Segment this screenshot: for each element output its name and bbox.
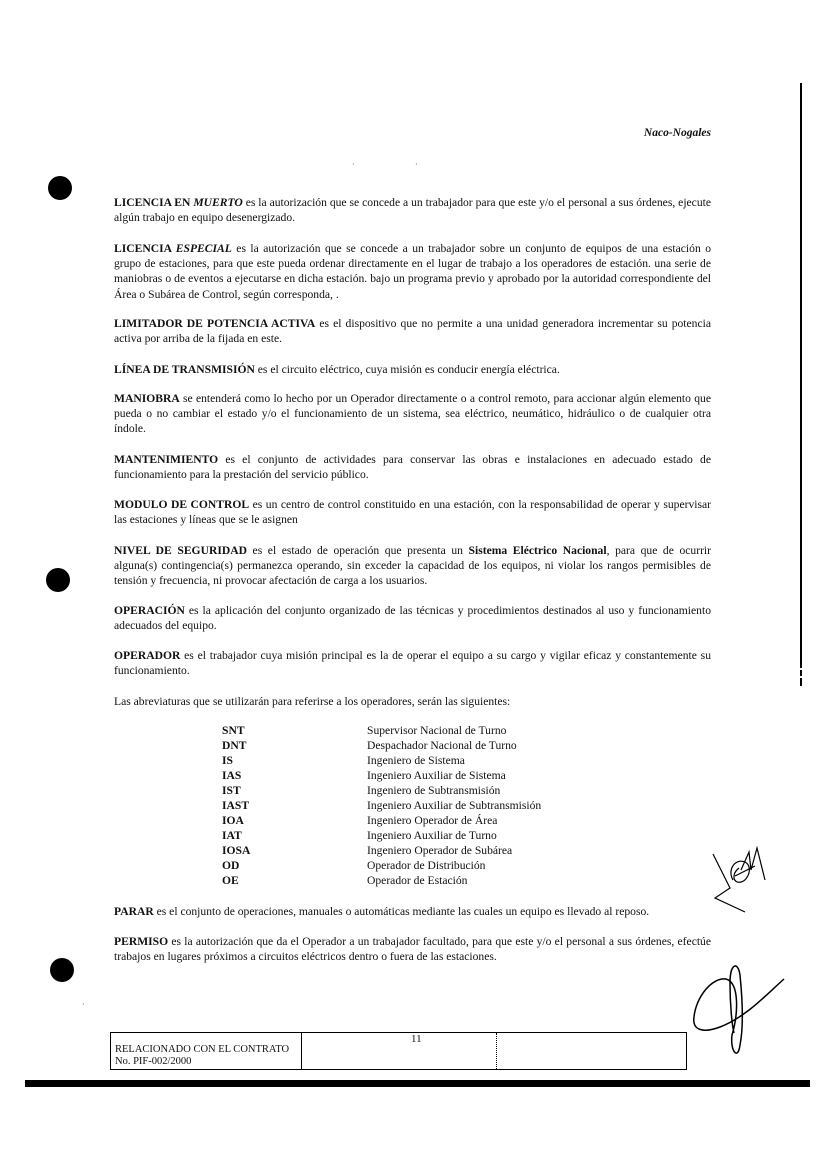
signature-main	[686, 955, 796, 1065]
definition-term: NIVEL DE SEGURIDAD	[114, 544, 247, 557]
page-number: 11	[411, 1033, 422, 1045]
abbreviations-intro: Las abreviaturas que se utilizarán para referirse a los operadores, serán las siguientes:	[114, 695, 511, 708]
definition-term: LÍNEA DE TRANSMISIÓN	[114, 363, 255, 376]
definition-mantenimiento	[114, 452, 711, 482]
definition-parar	[114, 904, 711, 919]
punch-hole-icon	[50, 958, 74, 982]
abbreviation-desc: Ingeniero Operador de Área	[367, 814, 498, 827]
abbreviation-desc: Ingeniero Operador de Subárea	[367, 844, 513, 857]
footer-contract-line1: RELACIONADO CON EL CONTRATO	[115, 1044, 290, 1055]
abbreviation-code: IAS	[222, 769, 242, 782]
abbreviation-desc: Ingeniero de Subtransmisión	[367, 784, 501, 797]
abbreviation-code: IAST	[222, 799, 250, 812]
abbreviation-code: IOSA	[222, 844, 251, 857]
abbreviation-code: IS	[222, 754, 233, 767]
abbreviation-desc: Ingeniero Auxiliar de Turno	[367, 829, 497, 842]
punch-hole-icon	[48, 176, 72, 200]
definition-licencia-en-muerto	[114, 195, 711, 225]
definition-text: es el conjunto de operaciones, manuales o automáticas mediante las cuales un equipo es llevado al reposo.	[153, 905, 650, 918]
definition-inline-bold: Sistema Eléctrico Nacional	[468, 544, 607, 557]
definition-term: OPERACIÓN	[114, 604, 185, 617]
signature-initials	[705, 840, 775, 920]
definition-licencia-especial	[114, 241, 711, 302]
margin-line-fragment	[800, 670, 802, 676]
definition-text: es la autorización que da el Operador a un trabajador facultado, para que este y/o el personal a sus órdenes, efectúe trabajos en lugares próximos a circuitos eléctricos dentro o fuera de las estaciones.	[114, 935, 711, 964]
definition-text: es la aplicación del conjunto organizado de las técnicas y procedimientos destinados al uso y funcionamiento adecuados del equipo.	[114, 604, 711, 633]
definition-term-italic: MUERTO	[193, 196, 243, 209]
footer-contract-line2: No. PIF-002/2000	[115, 1056, 192, 1067]
definition-term: LICENCIA	[114, 242, 176, 255]
abbreviation-desc: Operador de Distribución	[367, 859, 486, 872]
definition-maniobra	[114, 391, 711, 437]
abbreviation-code: SNT	[222, 724, 245, 737]
definition-text: es un centro de control constituido en una estación, con la responsabilidad de operar y supervisar las estaciones y líneas que se le asignen	[114, 498, 711, 527]
definition-term: PARAR	[114, 905, 154, 918]
document-header-title: Naco-Nogales	[643, 127, 711, 139]
definition-text: es el dispositivo que no permite a una unidad generadora incrementar su potencia activa por arriba de la fijada en este.	[114, 317, 711, 346]
definition-term: MODULO DE CONTROL	[114, 498, 250, 511]
definition-operacion	[114, 603, 711, 633]
definition-operador	[114, 648, 711, 678]
punch-hole-icon	[46, 568, 70, 592]
definition-text: es la autorización que se concede a un trabajador sobre un conjunto de equipos de una estación o grupo de estaciones, para que este pueda ordenar directamente en el lugar de trabajo a los operadores de estación. una serie de maniobras o de eventos a ejecutarse en dicha estación. bajo un programa previo y aprobado por la autoridad correspondiente del Área o Subárea de Control, según corresponda, .	[114, 242, 711, 301]
footer-contract-label	[115, 1044, 289, 1068]
footer-divider	[301, 1033, 302, 1069]
footer-dotted-divider	[496, 1033, 497, 1069]
abbreviation-desc: Operador de Estación	[367, 874, 468, 887]
definition-nivel-seguridad	[114, 543, 711, 589]
footer-table	[110, 1032, 687, 1070]
scan-speck: ·	[415, 160, 418, 169]
definition-term: MANIOBRA	[114, 392, 180, 405]
abbreviation-desc: Ingeniero Auxiliar de Sistema	[367, 769, 506, 782]
definition-modulo-control	[114, 497, 711, 527]
margin-line-fragment	[800, 678, 802, 686]
definition-term: LIMITADOR DE POTENCIA ACTIVA	[114, 317, 316, 330]
abbreviation-code: IOA	[222, 814, 244, 827]
definition-term-italic: ESPECIAL	[175, 242, 232, 255]
margin-line	[800, 83, 802, 668]
scan-speck: ·	[352, 160, 355, 169]
definition-linea-transmision	[114, 362, 711, 377]
definition-text-before: es el estado de operación que presenta un	[246, 544, 469, 557]
definition-term: MANTENIMIENTO	[114, 453, 219, 466]
definition-term: LICENCIA EN	[114, 196, 194, 209]
abbreviation-desc: Ingeniero de Sistema	[367, 754, 465, 767]
definition-term: OPERADOR	[114, 649, 181, 662]
definition-text: es el trabajador cuya misión principal es la de operar el equipo a su cargo y vigilar eficaz y constantemente su funcionamiento.	[114, 649, 711, 678]
definition-text: se entenderá como lo hecho por un Operador directamente o a control remoto, para accionar algún elemento que pueda o no cambiar el estado y/o el funcionamiento de un sistema, sea eléctrico, neumático, hidráulico o de cualquier otra índole.	[114, 392, 711, 436]
bottom-border-bar	[25, 1080, 810, 1087]
abbreviation-code: IAT	[222, 829, 242, 842]
abbreviation-desc: Despachador Nacional de Turno	[367, 739, 517, 752]
abbreviation-code: OE	[222, 874, 239, 887]
abbreviation-desc: Ingeniero Auxiliar de Subtransmisión	[367, 799, 542, 812]
definition-text: es el circuito eléctrico, cuya misión es conducir energía eléctrica.	[254, 363, 560, 376]
abbreviation-code: OD	[222, 859, 240, 872]
scan-speck: ·	[82, 1000, 85, 1009]
definition-text: , para que de ocurrir alguna(s) contingencia(s) permanezca operando, sin exceder la capacidad de los equipos, ni violar los rangos permisibles de tensión y frecuencia, ni provocar afectación de carga a los usuarios.	[114, 544, 712, 588]
abbreviation-code: DNT	[222, 739, 247, 752]
definition-term: PERMISO	[114, 935, 169, 948]
abbreviation-desc: Supervisor Nacional de Turno	[367, 724, 507, 737]
definition-text: es la autorización que se concede a un trabajador para que este y/o el personal a sus órdenes, ejecute algún trabajo en equipo desenergizado.	[114, 196, 711, 225]
abbreviation-code: IST	[222, 784, 241, 797]
definition-text: es el conjunto de actividades para conservar las obras e instalaciones en adecuado estado de funcionamiento para la prestación del servicio público.	[114, 453, 711, 482]
definition-permiso	[114, 934, 711, 964]
definition-limitador	[114, 316, 711, 346]
